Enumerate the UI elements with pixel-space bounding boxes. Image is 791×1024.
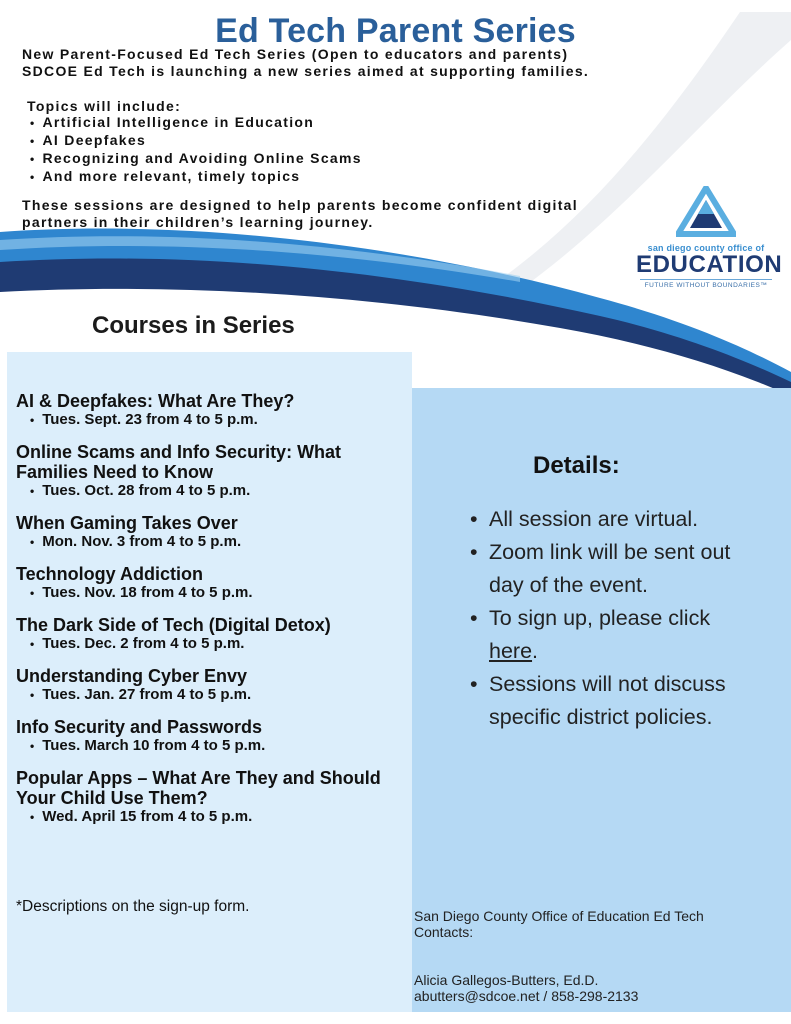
page-title: Ed Tech Parent Series	[215, 12, 576, 50]
sdcoe-logo	[636, 186, 783, 289]
contact-separator: /	[539, 988, 552, 1004]
course-title: The Dark Side of Tech (Digital Detox)	[16, 615, 331, 635]
list-item	[16, 442, 411, 500]
descriptions-note: *Descriptions on the sign-up form.	[16, 898, 250, 915]
contacts-block	[414, 908, 704, 1004]
course-title: When Gaming Takes Over	[16, 513, 238, 533]
list-item: • AI Deepfakes	[30, 132, 362, 150]
details-list	[470, 503, 760, 734]
course-date: • Tues. Sept. 23 from 4 to 5 p.m.	[30, 411, 411, 429]
contacts-label: Contacts:	[414, 924, 474, 940]
logo-small-text: san diego county office of	[647, 243, 765, 253]
course-date: • Wed. April 15 from 4 to 5 p.m.	[30, 808, 411, 826]
closing-line: These sessions are designed to help parents become confident digital	[22, 197, 578, 213]
course-date: • Tues. March 10 from 4 to 5 p.m.	[30, 737, 411, 755]
closing-text	[22, 197, 578, 231]
course-title: Info Security and Passwords	[16, 717, 263, 737]
list-item	[16, 666, 411, 704]
course-date: • Tues. Jan. 27 from 4 to 5 p.m.	[30, 686, 411, 704]
list-item	[470, 602, 760, 668]
list-item	[16, 768, 411, 826]
course-title: Technology Addiction	[16, 564, 203, 584]
signup-link[interactable]: here	[489, 639, 533, 663]
triangle-logo-icon	[676, 186, 736, 238]
list-item	[16, 717, 411, 755]
list-item: • All session are virtual.	[470, 503, 760, 536]
list-item: • Sessions will not discuss specific district policies.	[470, 668, 760, 734]
contacts-org: San Diego County Office of Education Ed Tech	[414, 908, 704, 924]
topics-list	[30, 114, 362, 186]
list-item: • And more relevant, timely topics	[30, 168, 362, 186]
contact-email[interactable]: abutters@sdcoe.net	[414, 988, 540, 1004]
list-item	[16, 391, 411, 429]
list-item	[16, 615, 411, 653]
courses-heading: Courses in Series	[92, 312, 295, 339]
course-date: • Tues. Oct. 28 from 4 to 5 p.m.	[30, 482, 411, 500]
list-item	[16, 564, 411, 602]
list-item: • Zoom link will be sent out day of the event.	[470, 536, 760, 602]
list-item	[16, 513, 411, 551]
list-item: • Artificial Intelligence in Education	[30, 114, 362, 132]
contact-phone: 858-298-2133	[551, 988, 639, 1004]
intro-line: SDCOE Ed Tech is launching a new series aimed at supporting families.	[22, 63, 590, 79]
course-date: • Mon. Nov. 3 from 4 to 5 p.m.	[30, 533, 411, 551]
course-title: Online Scams and Info Security: What Families Need to Know	[16, 442, 342, 482]
intro-text	[22, 46, 589, 80]
closing-line: partners in their children’s learning journey.	[22, 214, 374, 230]
contact-info	[414, 988, 704, 1004]
logo-divider	[640, 279, 772, 280]
course-title: AI & Deepfakes: What Are They?	[16, 391, 295, 411]
logo-big-text: EDUCATION	[636, 251, 783, 278]
topics-heading: Topics will include:	[27, 98, 182, 114]
course-date: • Tues. Dec. 2 from 4 to 5 p.m.	[30, 635, 411, 653]
details-heading: Details:	[533, 452, 620, 479]
course-title: Understanding Cyber Envy	[16, 666, 248, 686]
signup-text: To sign up, please click	[489, 606, 711, 630]
contact-name: Alicia Gallegos-Butters, Ed.D.	[414, 972, 599, 988]
logo-tagline: FUTURE WITHOUT BOUNDARIES™	[644, 282, 768, 289]
courses-list	[16, 391, 411, 839]
course-title: Popular Apps – What Are They and Should Your Child Use Them?	[16, 768, 381, 808]
course-date: • Tues. Nov. 18 from 4 to 5 p.m.	[30, 584, 411, 602]
intro-line: New Parent-Focused Ed Tech Series (Open to educators and parents)	[22, 46, 569, 62]
list-item: • Recognizing and Avoiding Online Scams	[30, 150, 362, 168]
signup-period: .	[532, 639, 539, 663]
